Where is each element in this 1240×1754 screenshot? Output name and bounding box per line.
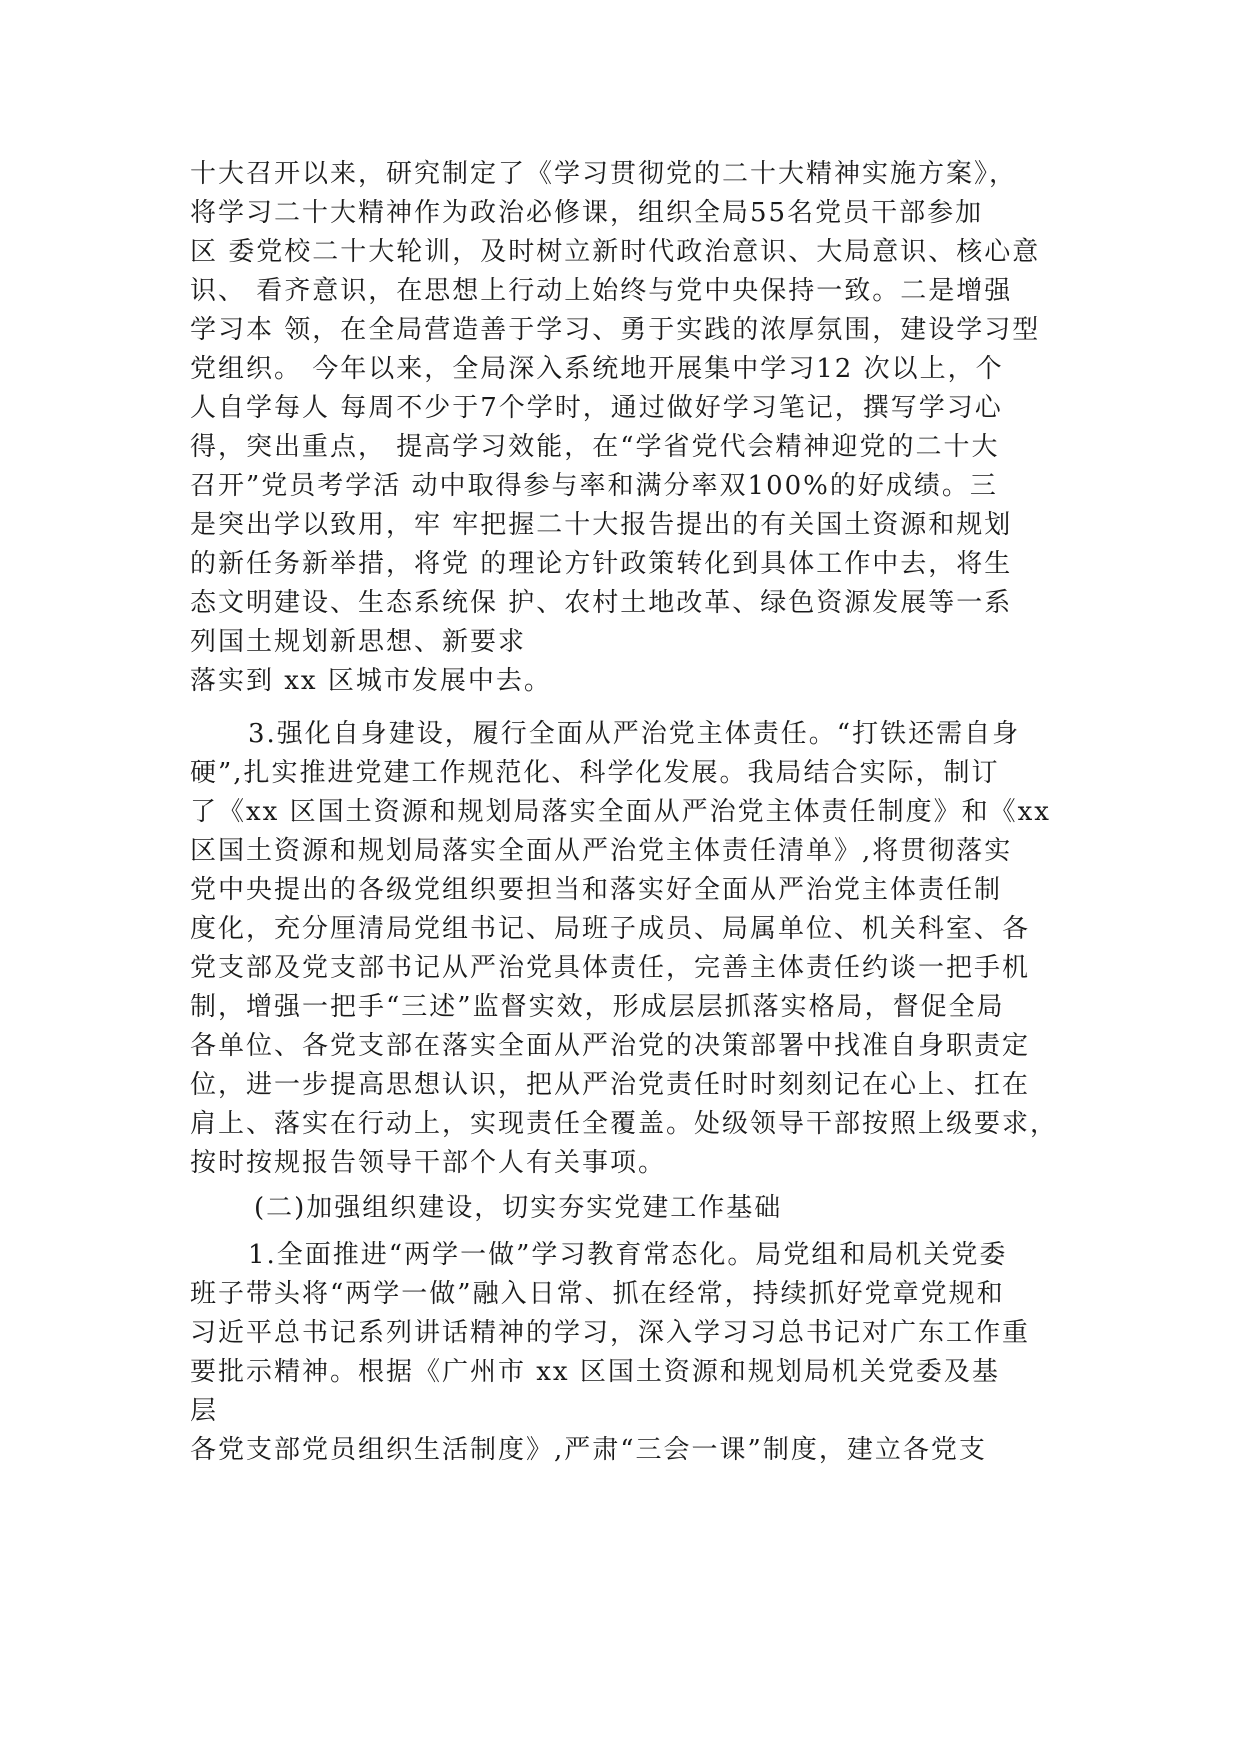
paragraph-two-study-one-do: [190, 1236, 1060, 1470]
paragraph-first-line: 1.全面推进“两学一做”学习教育常态化。局党组和局机关党委: [248, 1240, 1008, 1270]
text-line: 党中央提出的各级党组织要担当和落实好全面从严治党主体责任制: [190, 875, 1003, 905]
text-line: 学习本 领，在全局营造善于学习、勇于实践的浓厚氛围，建设学习型: [190, 315, 1041, 345]
document-body: [190, 155, 1060, 1470]
text-line: 人自学每人 每周不少于7个学时，通过做好学习笔记，撰写学习心: [190, 393, 1003, 423]
text-line: 各党支部党员组织生活制度》,严肃“三会一课”制度，建立各党支: [190, 1435, 987, 1465]
paragraph-first-line: 3.强化自身建设，履行全面从严治党主体责任。“打铁还需自身: [248, 719, 1021, 749]
text-line: 按时按规报告领导干部个人有关事项。: [190, 1148, 667, 1178]
text-line: 区 委党校二十大轮训，及时树立新时代政治意识、大局意识、核心意: [190, 237, 1041, 267]
text-line: 得，突出重点， 提高学习效能，在“学省党代会精神迎党的二十大: [190, 432, 1000, 462]
text-line: 层: [190, 1396, 219, 1426]
text-line: 习近平总书记系列讲话精神的学习，深入学习习总书记对广东工作重: [190, 1318, 1031, 1348]
text-line: 是突出学以致用，牢 牢把握二十大报告提出的有关国土资源和规划: [190, 510, 1013, 540]
text-line: 十大召开以来，研究制定了《学习贯彻党的二十大精神实施方案》，: [190, 159, 1018, 189]
text-line: 硬”,扎实推进党建工作规范化、科学化发展。我局结合实际，制订: [190, 758, 1000, 788]
text-line: 落实到 xx 区城市发展中去。: [190, 666, 552, 696]
text-line: 了《xx 区国土资源和规划局落实全面从严治党主体责任制度》和《xx: [190, 797, 1051, 827]
text-line: 的新任务新举措，将党 的理论方针政策转化到具体工作中去，将生: [190, 549, 1013, 579]
text-line: 党组织。 今年以来，全局深入系统地开展集中学习12 次以上，个: [190, 354, 1004, 384]
text-line: 肩上、落实在行动上，实现责任全覆盖。处级领导干部按照上级要求，: [190, 1109, 1059, 1139]
text-line: 班子带头将“两学一做”融入日常、抓在经常，持续抓好党章党规和: [190, 1279, 1005, 1309]
text-line: 区国土资源和规划局落实全面从严治党主体责任清单》,将贯彻落实: [190, 836, 1013, 866]
text-line: 度化，充分厘清局党组书记、局班子成员、局属单位、机关科室、各: [190, 914, 1031, 944]
paragraph-self-construction: [190, 715, 1060, 1183]
paragraph-study-continuation: [190, 155, 1060, 701]
text-line: 态文明建设、生态系统保 护、农村土地改革、绿色资源发展等一系: [190, 588, 1013, 618]
text-line: 列国土规划新思想、新要求: [190, 627, 527, 657]
text-line: 党支部及党支部书记从严治党具体责任，完善主体责任约谈一把手机: [190, 953, 1031, 983]
text-line: 制，增强一把手“三述”监督实效，形成层层抓落实格局，督促全局: [190, 992, 1005, 1022]
text-line: 要批示精神。根据《广州市 xx 区国土资源和规划局机关党委及基: [190, 1357, 1000, 1387]
section-heading: (二)加强组织建设，切实夯实党建工作基础: [254, 1193, 783, 1223]
text-line: 召开”党员考学活 动中取得参与率和满分率双100%的好成绩。三: [190, 471, 998, 501]
text-line: 各单位、各党支部在落实全面从严治党的决策部署中找准自身职责定: [190, 1031, 1031, 1061]
text-line: 识、 看齐意识，在思想上行动上始终与党中央保持一致。二是增强: [190, 276, 1013, 306]
text-line: 位，进一步提高思想认识，把从严治党责任时时刻刻记在心上、扛在: [190, 1070, 1031, 1100]
text-line: 将学习二十大精神作为政治必修课，组织全局55名党员干部参加: [190, 198, 984, 228]
